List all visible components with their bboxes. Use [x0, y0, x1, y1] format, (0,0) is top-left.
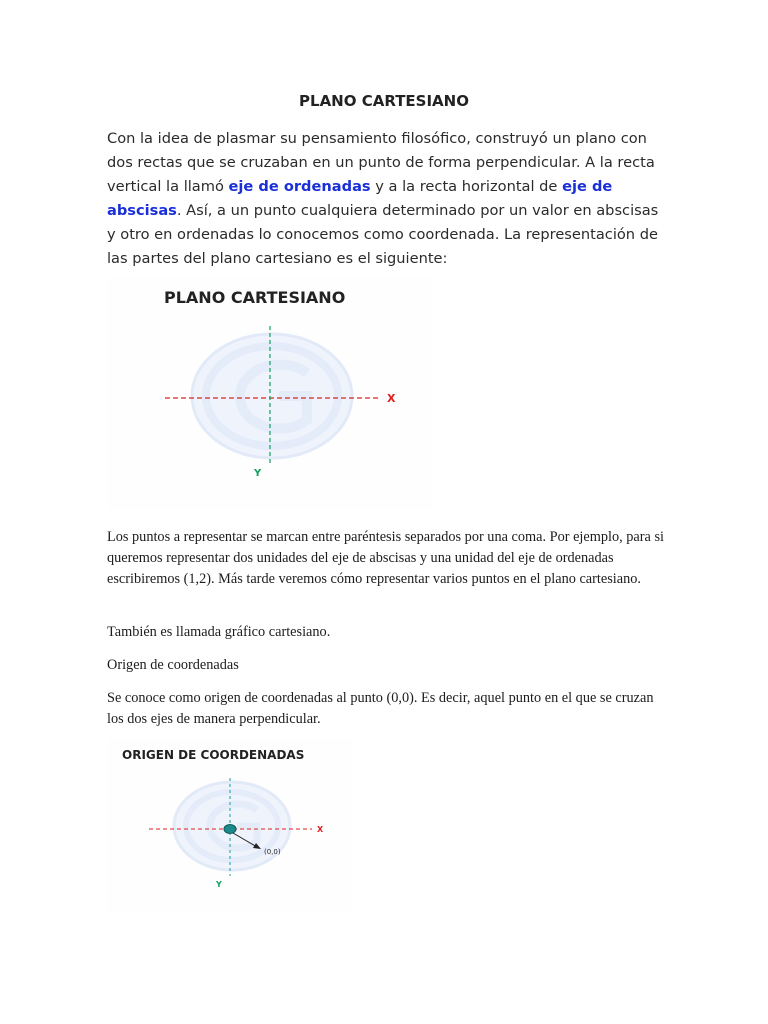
origin-diagram — [107, 738, 352, 913]
keyword-eje-de-abscisas: eje de abscisas — [107, 178, 613, 219]
origin-figure — [107, 738, 352, 913]
heading-origen: Origen de coordenadas — [107, 657, 239, 673]
paragraph-origen: Se conoce como origen de coordenadas al punto (0,0). Es decir, aquel punto en el que se cruzan los dos ejes de manera perpendicular. — [107, 690, 654, 727]
origin-label: (0,0) — [264, 848, 281, 856]
figure-title: PLANO CARTESIANO — [164, 288, 346, 307]
intro-text-3: . Así, a un punto cualquiera determinado por un valor en abscisas y otro en ordenadas lo conocemos como coordenada. La representación de las partes del plano cartesiano es el siguiente: — [107, 202, 659, 267]
cartesian-plane-diagram — [107, 278, 432, 510]
origin-point — [224, 825, 236, 834]
y-axis-label: Y — [254, 468, 262, 479]
paragraph-grafico: También es llamada gráfico cartesiano. — [107, 624, 331, 640]
intro-paragraph — [107, 127, 667, 271]
page-title: PLANO CARTESIANO — [299, 92, 469, 110]
intro-text-2: y a la recta horizontal de — [370, 178, 563, 195]
x-axis-label: X — [387, 392, 396, 405]
figure-title: ORIGEN DE COORDENADAS — [122, 748, 305, 762]
keyword-eje-de-ordenadas: eje de ordenadas — [228, 178, 371, 195]
watermark-logo — [192, 334, 352, 458]
x-axis-label: X — [317, 825, 324, 834]
cartesian-plane-figure — [107, 278, 432, 510]
paragraph-points: Los puntos a representar se marcan entre paréntesis separados por una coma. Por ejemplo, para si queremos representar dos unidades del eje de abscisas y una unidad del eje de ordenadas escribiremos (1,2). Más tarde veremos cómo representar varios puntos en el plano cartesiano. — [107, 529, 664, 587]
intro-text-1: Con la idea de plasmar su pensamiento filosófico, construyó un plano con dos rectas que se cruzaban en un punto de forma perpendicular. A la recta vertical la llamó — [107, 130, 655, 195]
y-axis-label: Y — [216, 880, 222, 889]
